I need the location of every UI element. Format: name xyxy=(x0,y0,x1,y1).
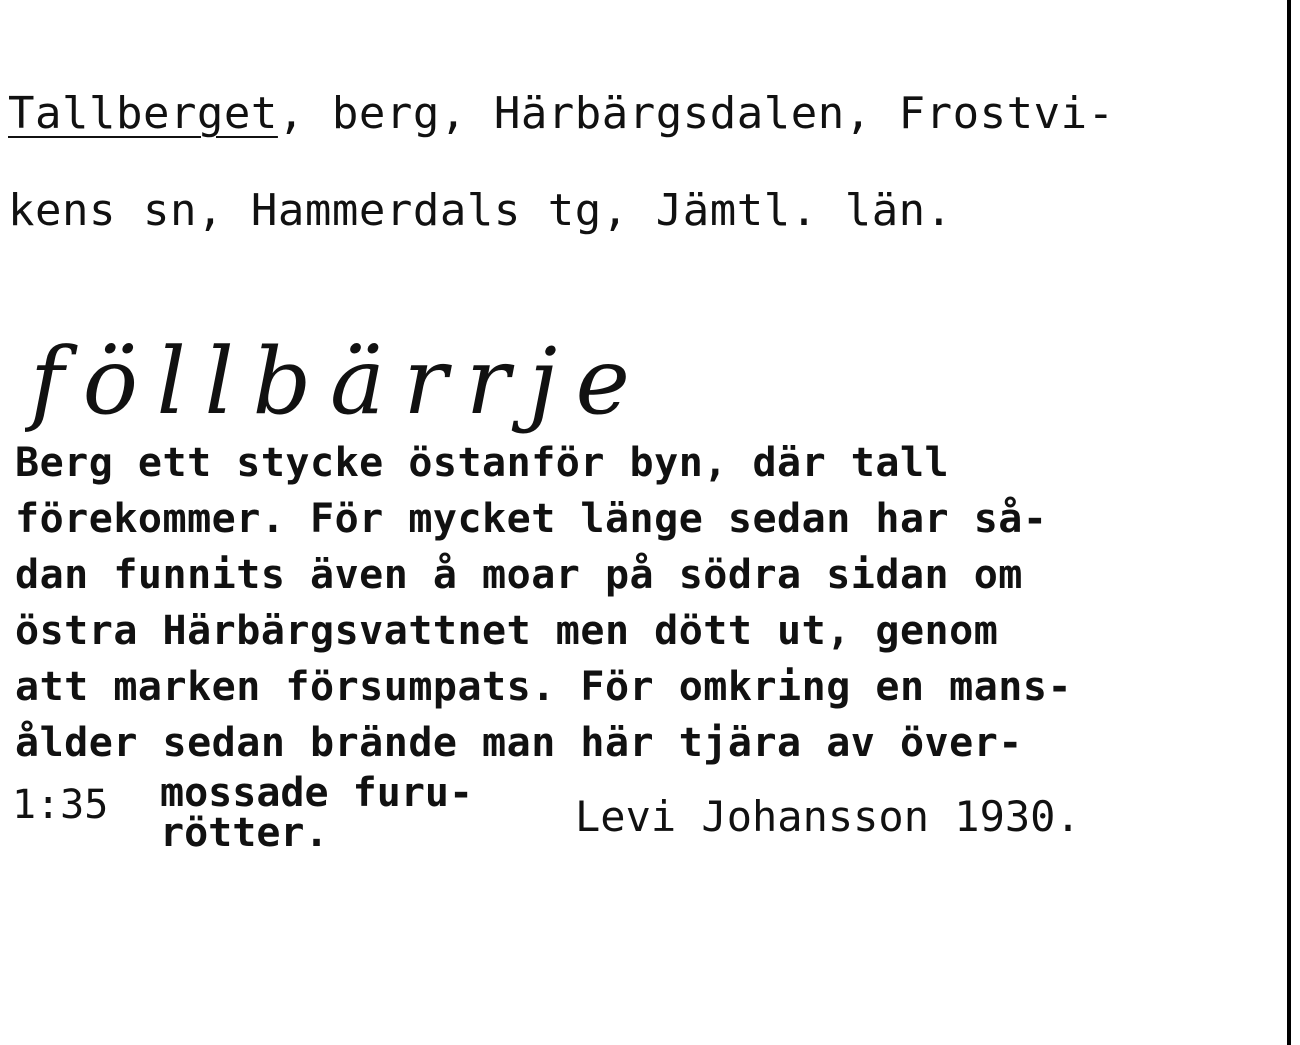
headword: Tallberget xyxy=(8,88,278,139)
handwritten-pronunciation xyxy=(25,318,705,448)
heading-line-1 xyxy=(8,88,1115,139)
body-line-4: östra Härbärgsvattnet men dött ut, genom xyxy=(15,608,999,654)
card-edge xyxy=(1287,0,1291,1045)
body-line-3: dan funnits även å moar på södra sidan om xyxy=(15,552,1023,598)
body-line-6: ålder sedan brände man här tjära av över- xyxy=(15,720,1023,766)
body-tail xyxy=(160,770,474,856)
body-tail-line-1: mossade furu- xyxy=(160,770,474,816)
body-tail-line-2: rötter. xyxy=(160,810,329,856)
body-line-5: att marken försumpats. För omkring en mans- xyxy=(15,664,1073,710)
reference-number: 1:35 xyxy=(12,782,109,828)
heading-line-2: kens sn, Hammerdals tg, Jämtl. län. xyxy=(8,185,953,236)
source-attribution: Levi Johansson 1930. xyxy=(575,792,1081,841)
body-line-1: Berg ett stycke östanför byn, där tall xyxy=(15,440,950,486)
body-line-2: förekommer. För mycket länge sedan har så- xyxy=(15,496,1048,542)
heading-line-1-rest: , berg, Härbärgsdalen, Frostvi- xyxy=(277,88,1115,139)
pronunciation-text: föllbärrje xyxy=(30,328,630,435)
